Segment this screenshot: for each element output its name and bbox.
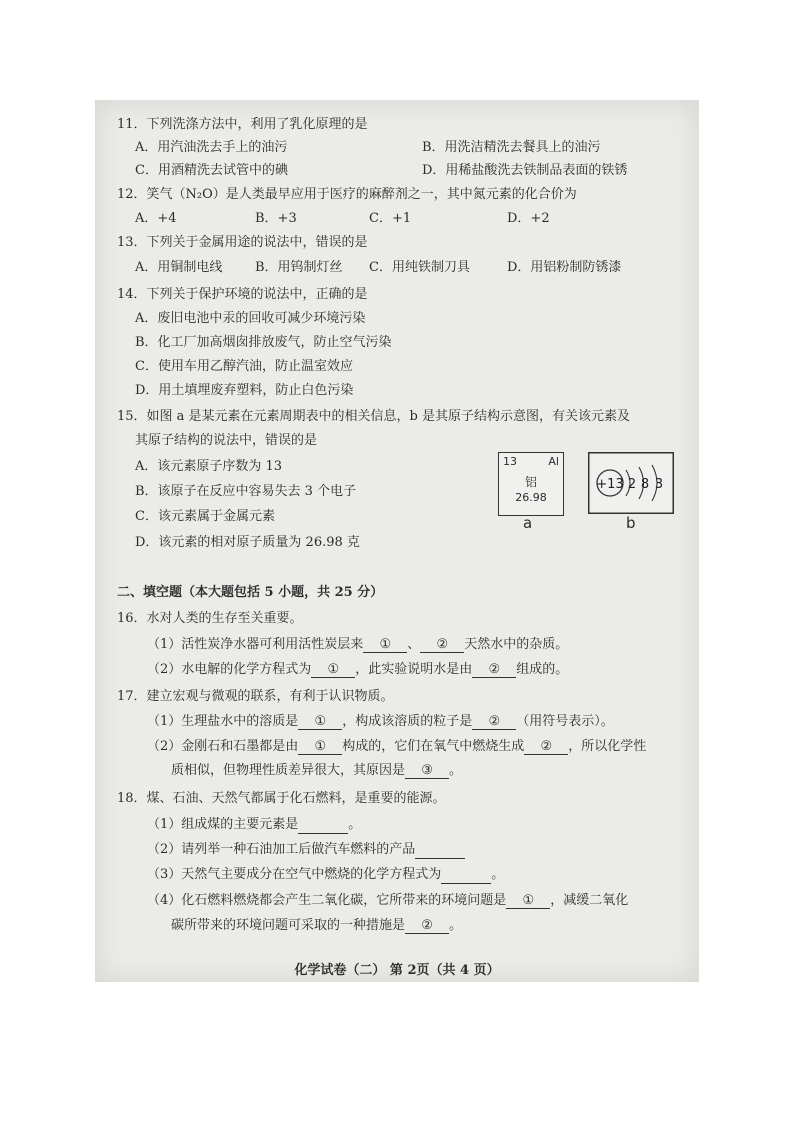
question-14-option-b: B．化工厂加高烟囱排放废气，防止空气污染 — [135, 335, 392, 350]
question-12-option-d: D．+2 — [507, 211, 550, 226]
shell-1-electrons: 2 — [627, 477, 637, 492]
answer-blank-1[interactable]: ① — [363, 637, 407, 653]
question-14-stem: 14．下列关于保护环境的说法中，正确的是 — [117, 287, 368, 302]
answer-blank-2[interactable]: ② — [420, 637, 464, 653]
figure-a-caption: a — [523, 514, 533, 532]
question-17-part-1: （1）生理盐水中的溶质是 ① ，构成该溶质的粒子是 ② （用符号表示）。 — [147, 714, 614, 729]
question-13-option-c: C．用纯铁制刀具 — [369, 260, 470, 275]
atomic-number: 13 — [503, 455, 517, 468]
atomic-mass: 26.98 — [515, 491, 547, 504]
nucleus-charge: +13 — [596, 477, 624, 492]
question-15-stem-continued: 其原子结构的说法中，错误的是 — [135, 433, 318, 448]
answer-blank[interactable] — [298, 819, 348, 834]
question-11-stem: 11．下列洗涤方法中，利用了乳化原理的是 — [117, 117, 368, 132]
question-11-option-d: D．用稀盐酸洗去铁制品表面的铁锈 — [422, 163, 628, 178]
question-13-option-b: B．用钨制灯丝 — [255, 260, 343, 275]
answer-blank-1[interactable]: ① — [506, 893, 550, 909]
question-18-part-2: （2）请列举一种石油加工后做汽车燃料的产品 — [147, 841, 465, 859]
section-2-heading: 二、填空题（本大题包括 5 小题，共 25 分） — [117, 585, 384, 600]
question-11-option-c: C．用酒精洗去试管中的碘 — [135, 163, 288, 178]
question-14-option-c: C．使用车用乙醇汽油，防止温室效应 — [135, 359, 353, 374]
element-name: 铝 — [524, 475, 537, 489]
question-18-part-4-continued: 碳所带来的环境问题可采取的一种措施是 ② 。 — [171, 918, 463, 933]
question-11-option-a: A．用汽油洗去手上的油污 — [135, 140, 288, 155]
question-18-part-3: （3）天然气主要成分在空气中燃烧的化学方程式为 。 — [147, 867, 505, 882]
question-16-part-2: （2）水电解的化学方程式为 ① ，此实验说明水是由 ② 组成的。 — [147, 662, 569, 677]
answer-blank-3[interactable]: ③ — [405, 763, 449, 779]
question-15-option-b: B．该原子在反应中容易失去 3 个电子 — [135, 484, 357, 499]
answer-blank-2[interactable]: ② — [472, 714, 516, 730]
question-18-stem: 18．煤、石油、天然气都属于化石燃料，是重要的能源。 — [117, 791, 446, 806]
question-13-option-a: A．用铜制电线 — [135, 260, 223, 275]
answer-blank-1[interactable]: ① — [298, 714, 342, 730]
question-12-stem: 12．笑气（N₂O）是人类最早应用于医疗的麻醉剂之一，其中氮元素的化合价为 — [117, 187, 577, 202]
answer-blank-1[interactable]: ① — [311, 662, 355, 678]
question-18-part-4: （4）化石燃料燃烧都会产生二氧化碳，它所带来的环境问题是 ① ，减缓二氧化 — [147, 893, 629, 908]
question-11-option-b: B．用洗洁精洗去餐具上的油污 — [422, 140, 601, 155]
shell-3-electrons: 3 — [654, 477, 664, 492]
answer-blank-2[interactable]: ② — [405, 918, 449, 934]
question-17-part-2: （2）金刚石和石墨都是由 ① 构成的，它们在氧气中燃烧生成 ② ，所以化学性 — [147, 739, 647, 754]
question-12-option-a: A．+4 — [135, 211, 177, 226]
question-15-option-c: C．该元素属于金属元素 — [135, 509, 275, 524]
question-16-stem: 16．水对人类的生存至关重要。 — [117, 611, 303, 626]
answer-blank[interactable] — [441, 869, 491, 884]
question-17-stem: 17．建立宏观与微观的联系，有利于认识物质。 — [117, 689, 394, 704]
question-15-option-a: A．该元素原子序数为 13 — [135, 459, 283, 474]
answer-blank[interactable] — [415, 844, 465, 859]
question-12-option-b: B．+3 — [255, 211, 297, 226]
atomic-structure-diagram — [588, 452, 674, 514]
question-17-part-2-continued: 质相似，但物理性质差异很大，其原因是 ③ 。 — [171, 763, 463, 778]
answer-blank-2[interactable]: ② — [524, 739, 568, 755]
question-18-part-1: （1）组成煤的主要元素是 。 — [147, 817, 362, 832]
shell-2-electrons: 8 — [640, 477, 650, 492]
page-footer: 化学试卷（二） 第 2页（共 4 页） — [294, 963, 500, 978]
question-15-stem: 15．如图 a 是某元素在元素周期表中的相关信息，b 是其原子结构示意图，有关该元素及 — [117, 409, 631, 424]
question-13-option-d: D．用铝粉制防锈漆 — [507, 260, 622, 275]
question-14-option-d: D．用土填埋废弃塑料，防止白色污染 — [135, 383, 354, 398]
question-15-option-d: D．该元素的相对原子质量为 26.98 克 — [135, 535, 360, 550]
exam-page — [95, 100, 699, 982]
figure-b-caption: b — [626, 514, 636, 532]
question-16-part-1: （1）活性炭净水器可利用活性炭层来 ① 、 ② 天然水中的杂质。 — [147, 637, 569, 652]
element-symbol: Al — [548, 455, 559, 468]
question-14-option-a: A．废旧电池中汞的回收可减少环境污染 — [135, 311, 366, 326]
question-12-option-c: C．+1 — [369, 211, 412, 226]
answer-blank-2[interactable]: ② — [472, 662, 516, 678]
element-card — [498, 452, 564, 516]
answer-blank-1[interactable]: ① — [298, 739, 342, 755]
question-13-stem: 13．下列关于金属用途的说法中，错误的是 — [117, 235, 368, 250]
